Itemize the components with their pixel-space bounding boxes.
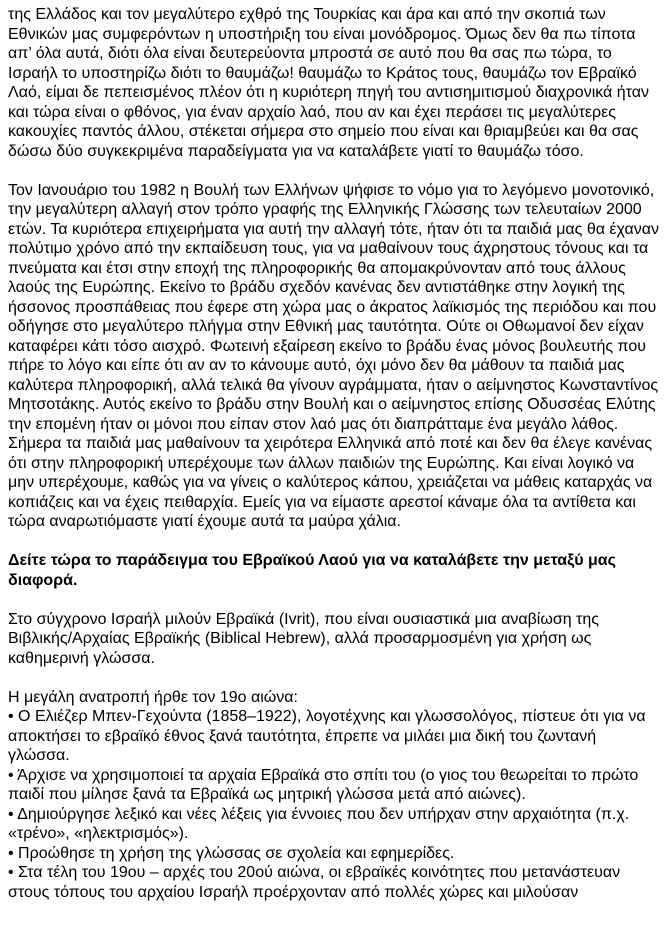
text-line: Τον Ιανουάριο του 1982 η Βουλή των Ελλήνων ψήφισε το νόμο για το λεγόμενο μονοτονικό, την μεγαλύτερη αλλαγή στον τρόπο γραφής της Ελληνικής Γλώσσης των τελευταίων 2000 ετών. Τα κυριότερα επιχειρήματα για αυτή την αλλαγή τότε, ήταν ότι τα παιδιά μας θα έχαναν πολύτιμο χρόνο από την εκπαίδευση τους, για να μαθαίνουν τους άχρηστους τόνους και τα πνεύματα και έτσι στην εποχή της πληροφορικής θα απομακρύνονταν από τους άλλους λαούς της Ευρώπης. Εκείνο το βράδυ σχεδόν κανένας δεν αντιστάθηκε στην λογική της ήσσονος προσπάθειας που έφερε στη χώρα μας ο άκρατος λαϊκισμός της περιόδου και που οδήγησε στο μεγαλύτερο πλήγμα στην Εθνική μας ταυτότητα. Ούτε οι Οθωμανοί δεν είχαν καταφέρει κάτι τόσο αισχρό. Φωτεινή εξαίρεση εκείνο το βράδυ ένας μόνος βουλευτής που πήρε το λόγο και είπε ότι αν αν το κάνουμε αυτό, όχι μόνο δεν θα μάθουν τα παιδιά μας καλύτερα πληροφορική, αλλά τελικά θα γίνουν αγράμματα, ήταν ο αείμνηστος Κωνσταντίνος Μητσοτάκης. Αυτός εκείνο το βράδυ στην Βουλή και ο αείμνηστος επίσης Οδυσσέας Ελύτης την επομένη ήταν οι μόνοι που είπαν στον λαό μας ότι διαπράτταμε ένα μεγάλο λάθος. Σήμερα τα παιδιά μας μαθαίνουν τα χειρότερα Ελληνικά από ποτέ και δεν θα έλεγε κανένας ότι στην πληροφορική υπερέχουμε των άλλων παιδιών της Ευρώπης. Και είναι λογικό να μην υπερέχουμε, καθώς για να γίνεις ο καλύτερος κάπου, χρειάζεται να μάθεις καταρχάς να κοπιάζεις και να έχεις πειθαρχία. Εμείς για να είμαστε αρεστοί κάναμε όλα τα αντίθετα και τώρα αναρωτιόμαστε γιατί έχουμε αυτά τα μαύρα χάλια. xyxy=(8,181,660,530)
bullet-item: • Δημιούργησε λεξικό και νέες λέξεις για έννοιες που δεν υπήρχαν στην αρχαιότητα (π.χ. «τρένο», «ηλεκτρισμός»). xyxy=(8,805,630,842)
text-line: Δείτε τώρα το παράδειγμα του Εβραϊκού Λαού για να καταλάβετε την μεταξύ μας διαφορά. xyxy=(8,552,616,589)
paragraph-4-bullet-list xyxy=(8,688,659,903)
bullet-item: • Άρχισε να χρησιμοποιεί τα αρχαία Εβραϊκά στο σπίτι του (ο γιος του θεωρείται το πρώτο παιδί που μίλησε ξανά τα Εβραϊκά ως μητρική γλώσσα μετά από αιώνες). xyxy=(8,766,639,803)
paragraph-heading-bold xyxy=(8,551,659,590)
text-line: Στο σύγχρονο Ισραήλ μιλούν Εβραϊκά (Ivrit), που είναι ουσιαστικά μια αναβίωση της Βιβλικής/Αρχαίας Εβραϊκής (Biblical Hebrew), αλλά προσαρμοσμένη για χρήση ως καθημερινή γλώσσα. xyxy=(8,610,599,667)
list-intro-line: Η μεγάλη ανατροπή ήρθε τον 19ο αιώνα: xyxy=(8,688,298,706)
paragraph-2 xyxy=(8,181,659,532)
bullet-item: • Προώθησε τη χρήση της γλώσσας σε σχολεία και εφημερίδες. xyxy=(8,844,455,862)
paragraph-3 xyxy=(8,610,659,669)
paragraph-1 xyxy=(8,5,659,161)
bullet-item: • Στα τέλη του 19ου – αρχές του 20ού αιώνα, οι εβραϊκές κοινότητες που μετανάστευαν στους τόπους του αρχαίου Ισραήλ προέρχονταν από πολλές χώρες και μιλούσαν xyxy=(8,864,621,901)
bullet-item: • Ο Ελιέζερ Μπεν-Γεχούντα (1858–1922), λογοτέχνης και γλωσσολόγος, πίστευε ότι για να αποκτήσει το εβραϊκό έθνος ξανά ταυτότητα, έπρεπε να μιλάει μια δική του ζωντανή γλώσσα. xyxy=(8,708,646,764)
text-line: της Ελλάδος και τον μεγαλύτερο εχθρό της Τουρκίας και άρα και από την σκοπιά των Εθνικών μας συμφερόντων η υποστήριξη του είναι μονόδρομος. Όμως δεν θα πω τίποτα απ’ όλα αυτά, διότι όλα είναι δευτερεύοντα μπροστά σε αυτό που θα σας πω τώρα, το Ισραήλ το υποστηρίζω διότι το θαυμάζω! θαυμάζω το Κράτος τους, θαυμάζω τον Εβραϊκό Λαό, είμαι δε πεπεισμένος πλέον ότι η κυριότερη πηγή του αντισημιτισμού διαχρονικά ήταν και τώρα είναι ο φθόνος, για έναν αρχαίο λαό, που αν και έχει περάσει τις μεγαλύτερες κακουχίες παντός άλλου, στέκεται σήμερα στο σημείο που είναι και θριαμβεύει και θα σας δώσω δύο συγκεκριμένα παραδείγματα για να καταλάβετε γιατί το θαυμάζω τόσο. xyxy=(8,6,649,160)
